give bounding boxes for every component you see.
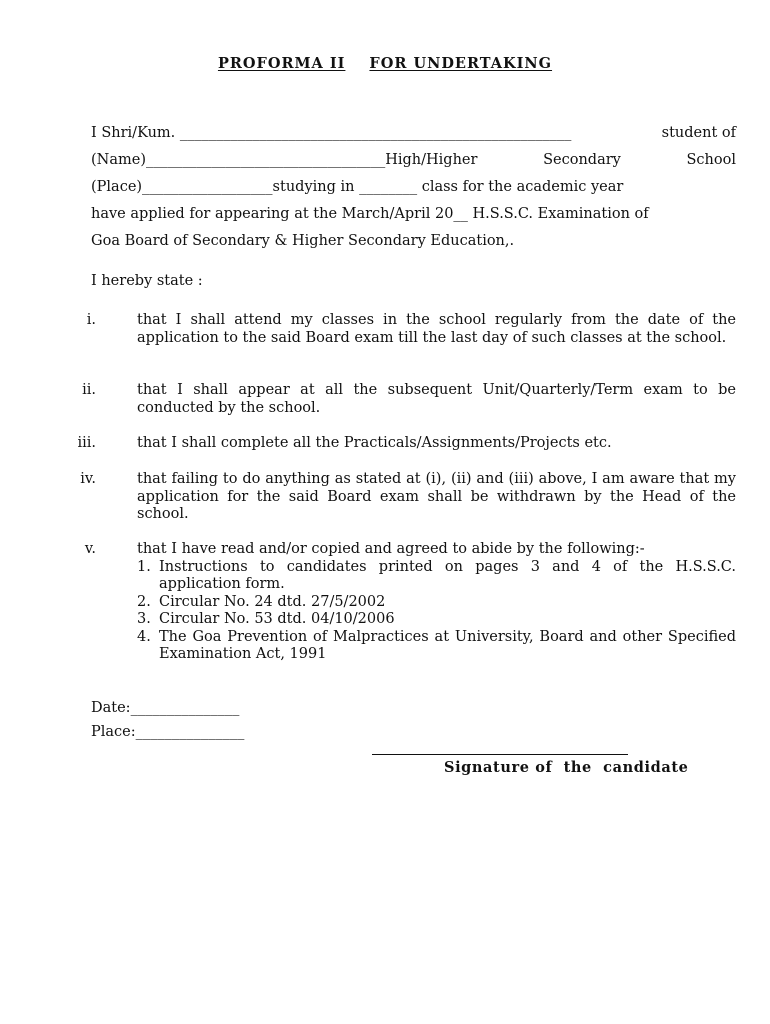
title-part-2: FOR UNDERTAKING [369,55,553,72]
intro-line-5-board: Goa Board of Secondary & Higher Secondary Education,. [91,233,515,249]
item-number: v. [84,541,96,557]
item-number: ii. [82,382,96,398]
list-item-text: Circular No. 24 dtd. 27/5/2002 [159,593,386,610]
item-text: that failing to do anything as stated at (i), (ii) and (iii) above, I am aware that my application for the said Board exam shall be withdrawn by the Head of the school. [137,471,736,522]
item-text: that I shall complete all the Practicals/Assignments/Projects etc. [137,435,612,451]
intro-line-2-secondary: Secondary [543,152,621,168]
list-item-text: Circular No. 53 dtd. 04/10/2006 [159,611,395,627]
signature-line [372,754,628,755]
date-field: Date:_______________ [91,700,240,716]
list-item-text: The Goa Prevention of Malpractices at University, Board and other Specified Examination Act, 1991 [159,628,736,662]
list-item-text: Instructions to candidates printed on pages 3 and 4 of the H.S.S.C. application form. [159,558,736,592]
title-part-1: PROFORMA II [217,55,346,72]
intro-line-3-place-class: (Place)__________________studying in ________ class for the academic year [91,179,624,195]
intro-line-1-end: student of [661,125,736,141]
item-text-block [137,541,736,664]
signature-label: Signature of the candidate [444,759,689,776]
item-number: i. [86,312,96,328]
list-item [137,611,736,629]
item-text: that I shall attend my classes in the school regularly from the date of the application to the said Board exam till the last day of such classes at the school. [137,312,736,346]
intro-paragraph [91,120,736,255]
list-item [137,594,736,612]
list-item [137,559,736,594]
instructions-list [137,559,736,664]
intro-line-2-school: School [686,152,736,168]
list-item-number: 1. [137,558,151,575]
item-text: that I have read and/or copied and agreed to abide by the following:- [137,541,645,557]
place-field: Place:_______________ [91,724,245,740]
document-title [0,55,770,72]
intro-line-4-exam: have applied for appearing at the March/April 20__ H.S.S.C. Examination of [91,206,649,222]
list-item-number: 3. [137,611,151,627]
list-item [137,629,736,664]
item-text: that I shall appear at all the subsequent Unit/Quarterly/Term exam to be conducted by the school. [137,382,736,416]
intro-line-2-school-blank: (Name)_________________________________High/Higher [91,152,478,168]
item-number: iii. [77,435,96,451]
statement-heading: I hereby state : [91,273,203,289]
list-item-number: 2. [137,593,151,610]
list-item-number: 4. [137,628,151,645]
intro-line-1-name-blank: I Shri/Kum. ______________________________________________________ [91,125,572,141]
item-number: iv. [80,471,96,487]
